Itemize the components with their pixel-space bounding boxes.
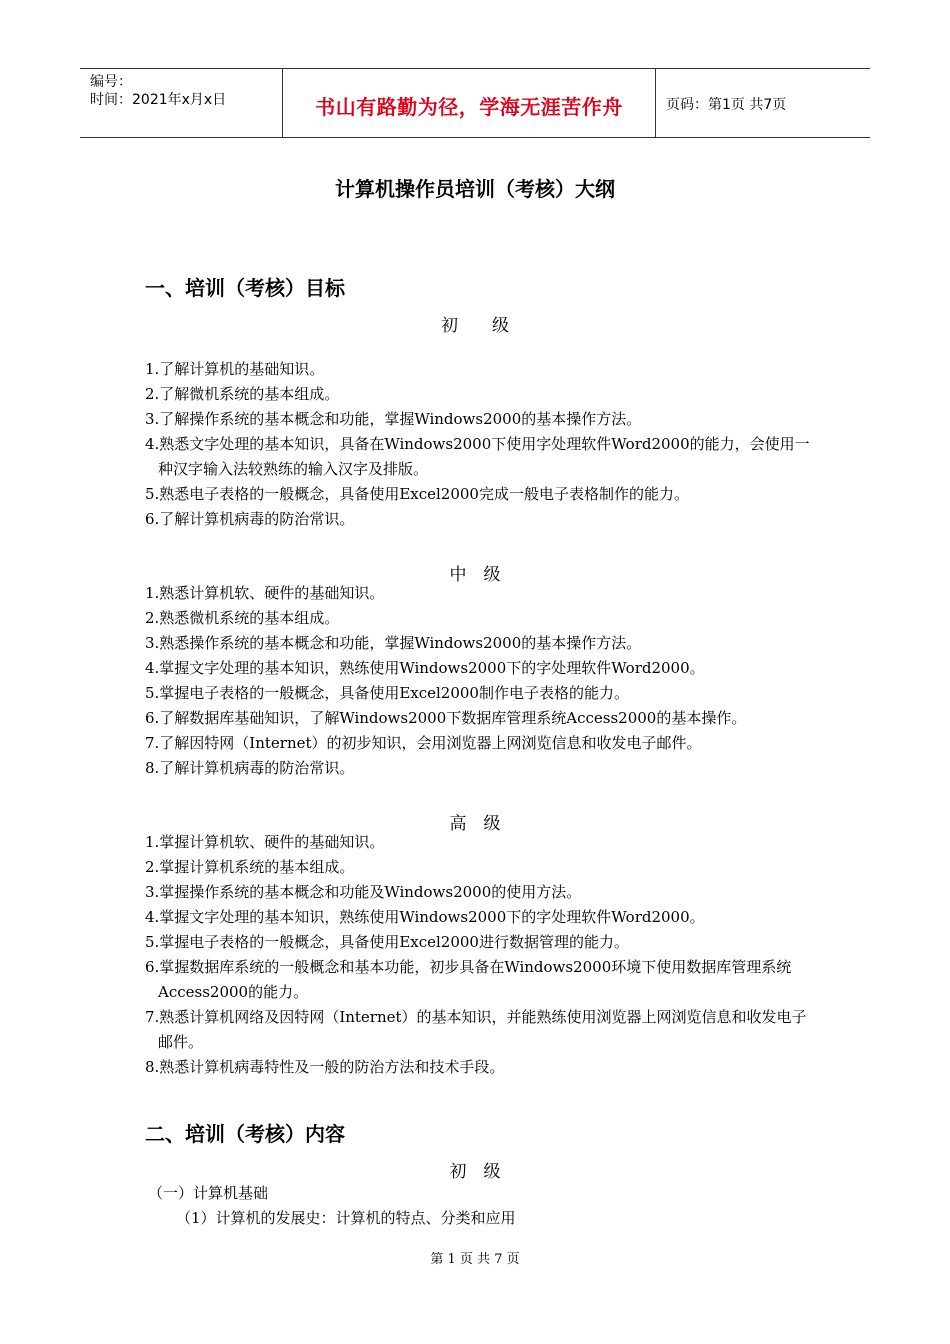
goal-list-intermediate — [145, 581, 815, 781]
list-item: 8.熟悉计算机病毒特性及一般的防治方法和技术手段。 — [145, 1058, 505, 1076]
goal-list-advanced — [145, 830, 815, 1080]
page-header — [80, 68, 870, 138]
list-item: 3.掌握操作系统的基本概念和功能及Windows2000的使用方法。 — [145, 883, 582, 901]
list-item: 7.熟悉计算机网络及因特网（Internet）的基本知识，并能熟练使用浏览器上网浏览信息和收发电子邮件。 — [145, 1008, 807, 1051]
list-item: 8.了解计算机病毒的防治常识。 — [145, 759, 355, 777]
level-label-advanced: 高 级 — [449, 814, 501, 834]
subsection-heading: （一）计算机基础 — [148, 1184, 269, 1202]
list-item: 7.了解因特网（Internet）的初步知识，会用浏览器上网浏览信息和收发电子邮件。 — [145, 734, 702, 752]
list-item: 5.掌握电子表格的一般概念，具备使用Excel2000进行数据管理的能力。 — [145, 933, 629, 951]
list-item: 5.掌握电子表格的一般概念，具备使用Excel2000制作电子表格的能力。 — [145, 684, 629, 702]
section-heading-content: 二、培训（考核）内容 — [145, 1122, 345, 1146]
list-item: 2.了解微机系统的基本组成。 — [145, 385, 340, 403]
list-item: 1.了解计算机的基础知识。 — [145, 360, 325, 378]
list-item: 3.熟悉操作系统的基本概念和功能，掌握Windows2000的基本操作方法。 — [145, 634, 642, 652]
level-label-content-primary: 初 级 — [449, 1162, 501, 1182]
list-item: 3.了解操作系统的基本概念和功能，掌握Windows2000的基本操作方法。 — [145, 410, 642, 428]
page-code: 页码：第1页 共7页 — [666, 97, 787, 113]
list-item: 2.掌握计算机系统的基本组成。 — [145, 858, 355, 876]
time-label: 时间：2021年x月x日 — [90, 92, 227, 108]
level-label-primary: 初 级 — [441, 316, 509, 336]
header-motto-cell — [283, 69, 656, 137]
document-title: 计算机操作员培训（考核）大纲 — [335, 177, 615, 201]
page-footer: 第 1 页 共 7 页 — [430, 1252, 520, 1267]
motto: 书山有路勤为径，学海无涯苦作舟 — [315, 95, 623, 119]
serial-label: 编号： — [90, 74, 132, 90]
list-item: 1.掌握计算机软、硬件的基础知识。 — [145, 833, 385, 851]
list-item: 6.掌握数据库系统的一般概念和基本功能，初步具备在Windows2000环境下使用数据库管理系统Access2000的能力。 — [145, 958, 792, 1001]
list-item: 5.熟悉电子表格的一般概念，具备使用Excel2000完成一般电子表格制作的能力。 — [145, 485, 689, 503]
list-item: 4.掌握文字处理的基本知识，熟练使用Windows2000下的字处理软件Word2000。 — [145, 908, 705, 926]
list-item: 2.熟悉微机系统的基本组成。 — [145, 609, 340, 627]
list-item: 1.熟悉计算机软、硬件的基础知识。 — [145, 584, 385, 602]
section-heading-goals: 一、培训（考核）目标 — [145, 276, 345, 300]
goal-list-primary — [145, 357, 815, 532]
subsection-item: （1）计算机的发展史：计算机的特点、分类和应用 — [176, 1209, 516, 1227]
list-item: 6.了解数据库基础知识，了解Windows2000下数据库管理系统Access2000的基本操作。 — [145, 709, 747, 727]
list-item: 6.了解计算机病毒的防治常识。 — [145, 510, 355, 528]
list-item: 4.掌握文字处理的基本知识，熟练使用Windows2000下的字处理软件Word2000。 — [145, 659, 705, 677]
list-item: 4.熟悉文字处理的基本知识，具备在Windows2000下使用字处理软件Word2000的能力，会使用一种汉字输入法较熟练的输入汉字及排版。 — [145, 435, 810, 478]
header-page-cell — [656, 69, 870, 137]
header-meta-cell — [80, 69, 283, 137]
level-label-intermediate: 中 级 — [449, 565, 501, 585]
